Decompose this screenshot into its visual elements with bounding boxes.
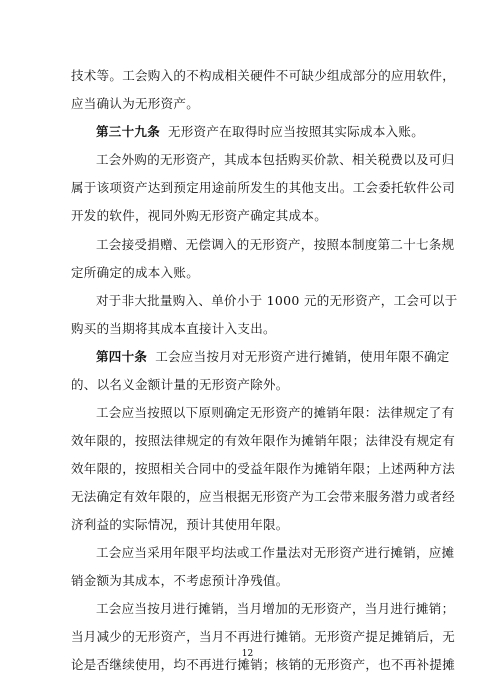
body-line: 属于该项资产达到预定用途前所发生的其他支出。工会委托软件公司 (71, 180, 456, 195)
body-line: 应当确认为无形资产。 (71, 96, 200, 111)
body-line: 工会接受捐赠、无偿调入的无形资产，按照本制度第二十七条规 (96, 237, 455, 252)
article-39-text: 无形资产在取得时应当按照其实际成本入账。 (168, 124, 425, 139)
body-line: 开发的软件，视同外购无形资产确定其成本。 (71, 208, 328, 223)
body-line: 工会应当采用年限平均法或工作量法对无形资产进行摊销，应摊 (96, 545, 455, 560)
body-line: 对于非大批量购入、单价小于 1000 元的无形资产，工会可以于 (96, 293, 458, 308)
page-number: 12 (241, 649, 254, 659)
body-line: 效年限的，按照相关合同中的受益年限作为摊销年限；上述两种方法 (71, 461, 456, 476)
article-39-title: 第三十九条 (96, 124, 161, 139)
body-line: 无法确定有效年限的，应当根据无形资产为工会带来服务潜力或者经 (71, 489, 456, 504)
body-line: 定所确定的成本入账。 (71, 265, 200, 280)
body-line: 工会应当按月进行摊销，当月增加的无形资产，当月进行摊销； (96, 601, 455, 616)
body-line: 技术等。工会购入的不构成相关硬件不可缺少组成部分的应用软件， (71, 68, 456, 83)
article-40-text: 工会应当按月对无形资产进行摊销，使用年限不确定 (155, 349, 450, 364)
article-40-title: 第四十条 (96, 349, 148, 364)
article-39 (96, 124, 431, 140)
body-line: 当月减少的无形资产，当月不再进行摊销。无形资产提足摊销后，无 (71, 629, 456, 644)
article-40 (96, 349, 450, 365)
body-line: 论是否继续使用，均不再进行摊销；核销的无形资产，也不再补提摊 (71, 657, 456, 672)
body-line: 的、以名义金额计量的无形资产除外。 (71, 377, 289, 392)
body-line: 销金额为其成本，不考虑预计净残值。 (71, 573, 289, 588)
body-line: 效年限的，按照法律规定的有效年限作为摊销年限；法律没有规定有 (71, 433, 456, 448)
body-line: 工会外购的无形资产，其成本包括购买价款、相关税费以及可归 (96, 152, 455, 167)
body-line: 工会应当按照以下原则确定无形资产的摊销年限：法律规定了有 (96, 405, 455, 420)
body-line: 购买的当期将其成本直接计入支出。 (71, 321, 276, 336)
body-line: 济利益的实际情况，预计其使用年限。 (71, 517, 289, 532)
